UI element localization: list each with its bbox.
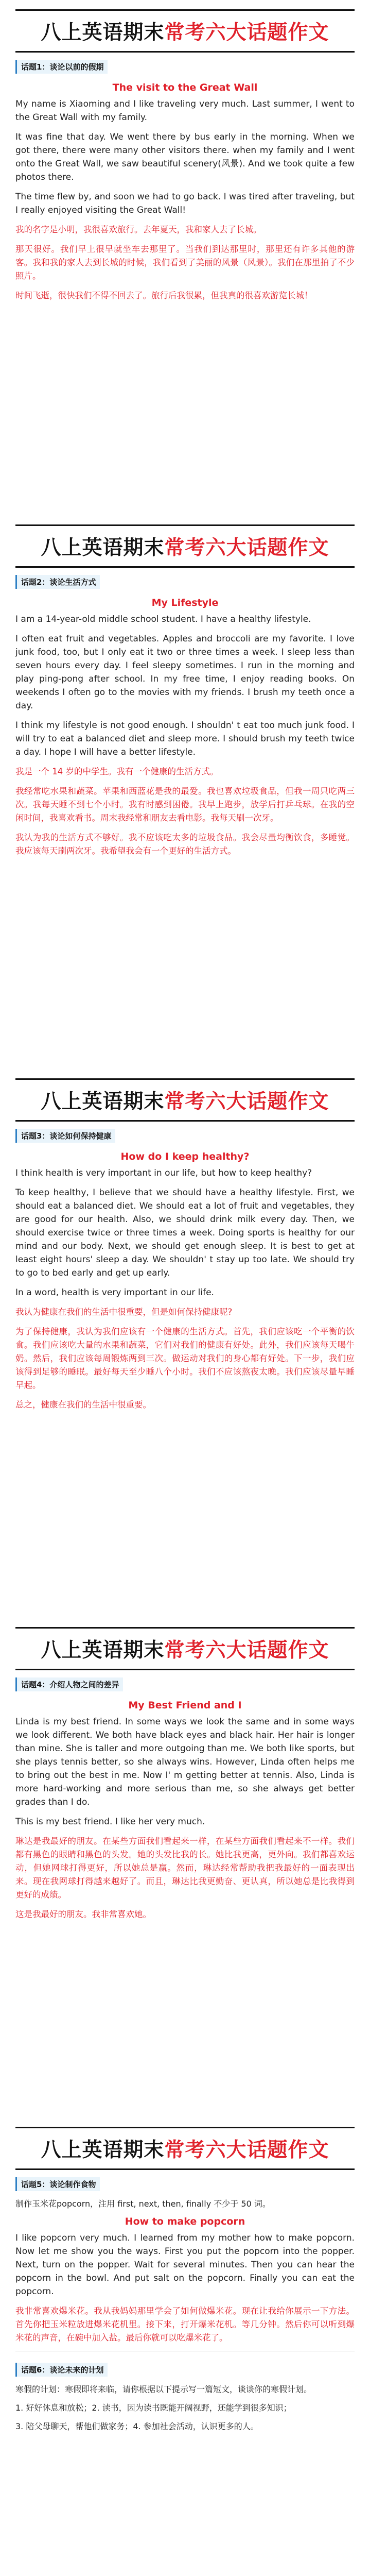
banner-accent: 常考六大话题作文 [164,536,329,560]
paragraph: Linda is my best friend. In some ways we look the same and in some ways we look different. We both have black eyes and black hair. Her hair is longer than mine. She is taller and more outgoing than me. We both like sports, but she plays tennis better, so she always wins. However, Linda often helps me to bring out the best in me. Now I' m getting better at tennis. Also, Linda is more hard-working and more serious than me, so she always get better grades than I do. [15,1717,355,1807]
section-banner [15,9,355,53]
task-list-item: 1. 好好休息和放松；2. 读书，因为读书既能开阔视野，还能学到很多知识； [15,2403,292,2413]
paragraph-zh: 琳达是我最好的朋友。在某些方面我们看起来一样，在某些方面我们看起来不一样。我们都有黑色的眼睛和黑色的头发。她的头发比我的长。她比我更高，更外向。我们都喜欢运动，但她网球打得更好，所以她总是赢。然而，琳达经常帮助我把我最好的一面表现出来。现在我网球打得越来越好了。而且，琳达比我更勤奋、更认真，所以她总是比我得到更好的成绩。 [15,1836,355,1900]
paragraph-zh: 那天很好。我们早上很早就坐车去那里了。当我们到达那里时，那里还有许多其他的游客。我和我的家人去到长城的时候，我们看到了美丽的风景（风景）。我们在那里拍了不少照片。 [15,244,355,281]
banner-accent: 常考六大话题作文 [164,2139,329,2162]
banner-accent: 常考六大话题作文 [164,1090,329,1113]
topic-label: 话题6：谈论未来的计划 [15,2363,108,2377]
section-banner [15,524,355,568]
paragraph-zh: 时间飞逝，很快我们不得不回去了。旅行后我很累，但我真的很喜欢游览长城！ [15,291,313,300]
essay-title: How to make popcorn [125,2216,245,2227]
paragraph: In a word, health is very important in our life. [15,1287,214,1298]
paragraph: It was fine that day. We went there by bus early in the morning. When we got there, there were many other visitors there. when my family and I went onto the Great Wall, we saw beautiful scenery(风景). And we took quite a few photos there. [15,132,355,182]
essay-card-4 [10,1618,360,2081]
banner-accent: 常考六大话题作文 [164,21,329,44]
paragraph: I often eat fruit and vegetables. Apples and broccoli are my favorite. I love junk food, too, but I only eat it two or three times a week. I sleep less than seven hours every day. I feel sleepy sometimes. I run in the morning and play ping-pong after school. In my free time, I enjoy reading books. On weekends I often go to the movies with my friends. I brush my teeth once a day. [15,634,355,711]
banner-main: 八上英语期末 [41,21,165,44]
topic-label: 话题2：谈论生活方式 [15,575,100,589]
task-list-item: 3. 陪父母聊天，帮他们做家务；4. 参加社会活动，认识更多的人。 [15,2421,259,2431]
banner-main: 八上英语期末 [41,1090,165,1113]
paragraph-zh: 为了保持健康，我认为我们应该有一个健康的生活方式。首先，我们应该吃一个平衡的饮食。我们应该吃大量的水果和蔬菜，它们对我们的健康有好处。此外，我们应该每天喝牛奶。然后，我们应该每周锻炼两到三次。做运动对我们的身心都有好处。下一步，我们应该得到足够的睡眠。最好每天至少睡八个小时。我们不应该熬夜太晚。我们应该尽量早睡早起。 [15,1327,355,1390]
paragraph: The time flew by, and soon we had to go back. I was tired after traveling, but I really enjoyed visiting the Great Wall! [15,192,355,215]
banner-main: 八上英语期末 [41,2139,165,2162]
banner-main: 八上英语期末 [41,1639,165,1662]
topic-label: 话题4：介绍人物之间的差异 [15,1677,123,1691]
topic-label: 话题3：谈论如何保持健康 [15,1129,115,1143]
paragraph: I like popcorn very much. I learned from my mother how to make popcorn. Now let me show you the ways. First you put the popcorn into the popper. Next, turn on the popper. Wait for several minutes. Then you can hear the popcorn in the bowl. And put salt on the popcorn. Finally you can eat the popcorn. [15,2233,355,2297]
section-banner [15,2127,355,2170]
paragraph-zh: 我认为我的生活方式不够好。我不应该吃太多的垃圾食品。我会尽量均衡饮食，多睡觉。我应该每天刷两次牙。我希望我会有一个更好的生活方式。 [15,833,355,856]
essay-title: The visit to the Great Wall [112,82,258,93]
paragraph-zh: 我经常吃水果和蔬菜。苹果和西蓝花是我的最爱。我也喜欢垃圾食品，但我一周只吃两三次。我每天睡不到七个小时。我有时感到困倦。我早上跑步，放学后打乒乓球。在我的空闲时间，我喜欢看书。周末我经常和朋友去看电影。我每天刷一次牙。 [15,786,355,823]
paragraph-zh: 我是一个 14 岁的中学生。我有一个健康的生活方式。 [15,767,219,776]
section-banner [15,1078,355,1122]
banner-accent: 常考六大话题作文 [164,1639,329,1662]
banner-main: 八上英语期末 [41,536,165,560]
essay-card-1 [10,0,360,479]
paragraph: I think health is very important in our life, but how to keep healthy? [15,1168,312,1178]
essay-title: My Lifestyle [151,597,219,608]
essay-card-3 [10,1069,360,1582]
section-banner [15,1627,355,1670]
essay-card-2 [10,515,360,1033]
paragraph: I think my lifestyle is not good enough. I shouldn' t eat too much junk food. I will try to eat a balanced diet and sleep more. I should brush my teeth twice a day. I hope I will have a better lifestyle. [15,720,355,757]
paragraph: I am a 14-year-old middle school student. I have a healthy lifestyle. [15,614,311,624]
paragraph: This is my best friend. I like her very much. [15,1817,205,1827]
paragraph-zh: 我的名字是小明，我很喜欢旅行。去年夏天，我和家人去了长城。 [15,225,262,234]
essay-card-5 [10,2117,360,2576]
paragraph-zh: 我非常喜欢爆米花。我从我妈妈那里学会了如何做爆米花。现在让我给你展示一下方法。首先你把玉米粒放进爆米花机里。接下来，打开爆米花机。等几分钟。然后你可以听到爆米花的声音，在碗中加入盐。最后你就可以吃爆米花了。 [15,2306,355,2343]
essay-title: How do I keep healthy? [120,1151,250,1162]
paragraph: My name is Xiaoming and I like traveling very much. Last summer, I went to the Great Wall with my family. [15,99,355,123]
topic-label: 话题1：谈论以前的假期 [15,60,108,74]
essay-title: My Best Friend and I [128,1700,242,1711]
paragraph-zh: 总之，健康在我们的生活中很重要。 [15,1400,151,1410]
topic-label: 话题5：谈论制作食物 [15,2177,100,2191]
task-intro: 制作玉米花popcorn，注用 first, next, then, finally 不少于 50 词。 [15,2199,271,2209]
paragraph-zh: 这是我最好的朋友。我非常喜欢她。 [15,1909,151,1919]
paragraph-zh: 我认为健康在我们的生活中很重要，但是如何保持健康呢? [15,1307,233,1317]
paragraph: To keep healthy, I believe that we should have a healthy lifestyle. First, we should eat a balanced diet. We should eat a lot of fruit and vegetables, they are good for our health. Also, we should drink milk every day. Then, we should exercise twice or three times a week. Doing sports is healthy for our mind and our body. Next, we should get enough sleep. It is best to get at least eight hours' sleep a day. We shouldn' t stay up too late. We should try to go to bed early and get up early. [15,1188,355,1278]
task-intro: 寒假的计划：寒假即将来临，请你根据以下提示写一篇短文，谈谈你的寒假计划。 [15,2384,312,2394]
